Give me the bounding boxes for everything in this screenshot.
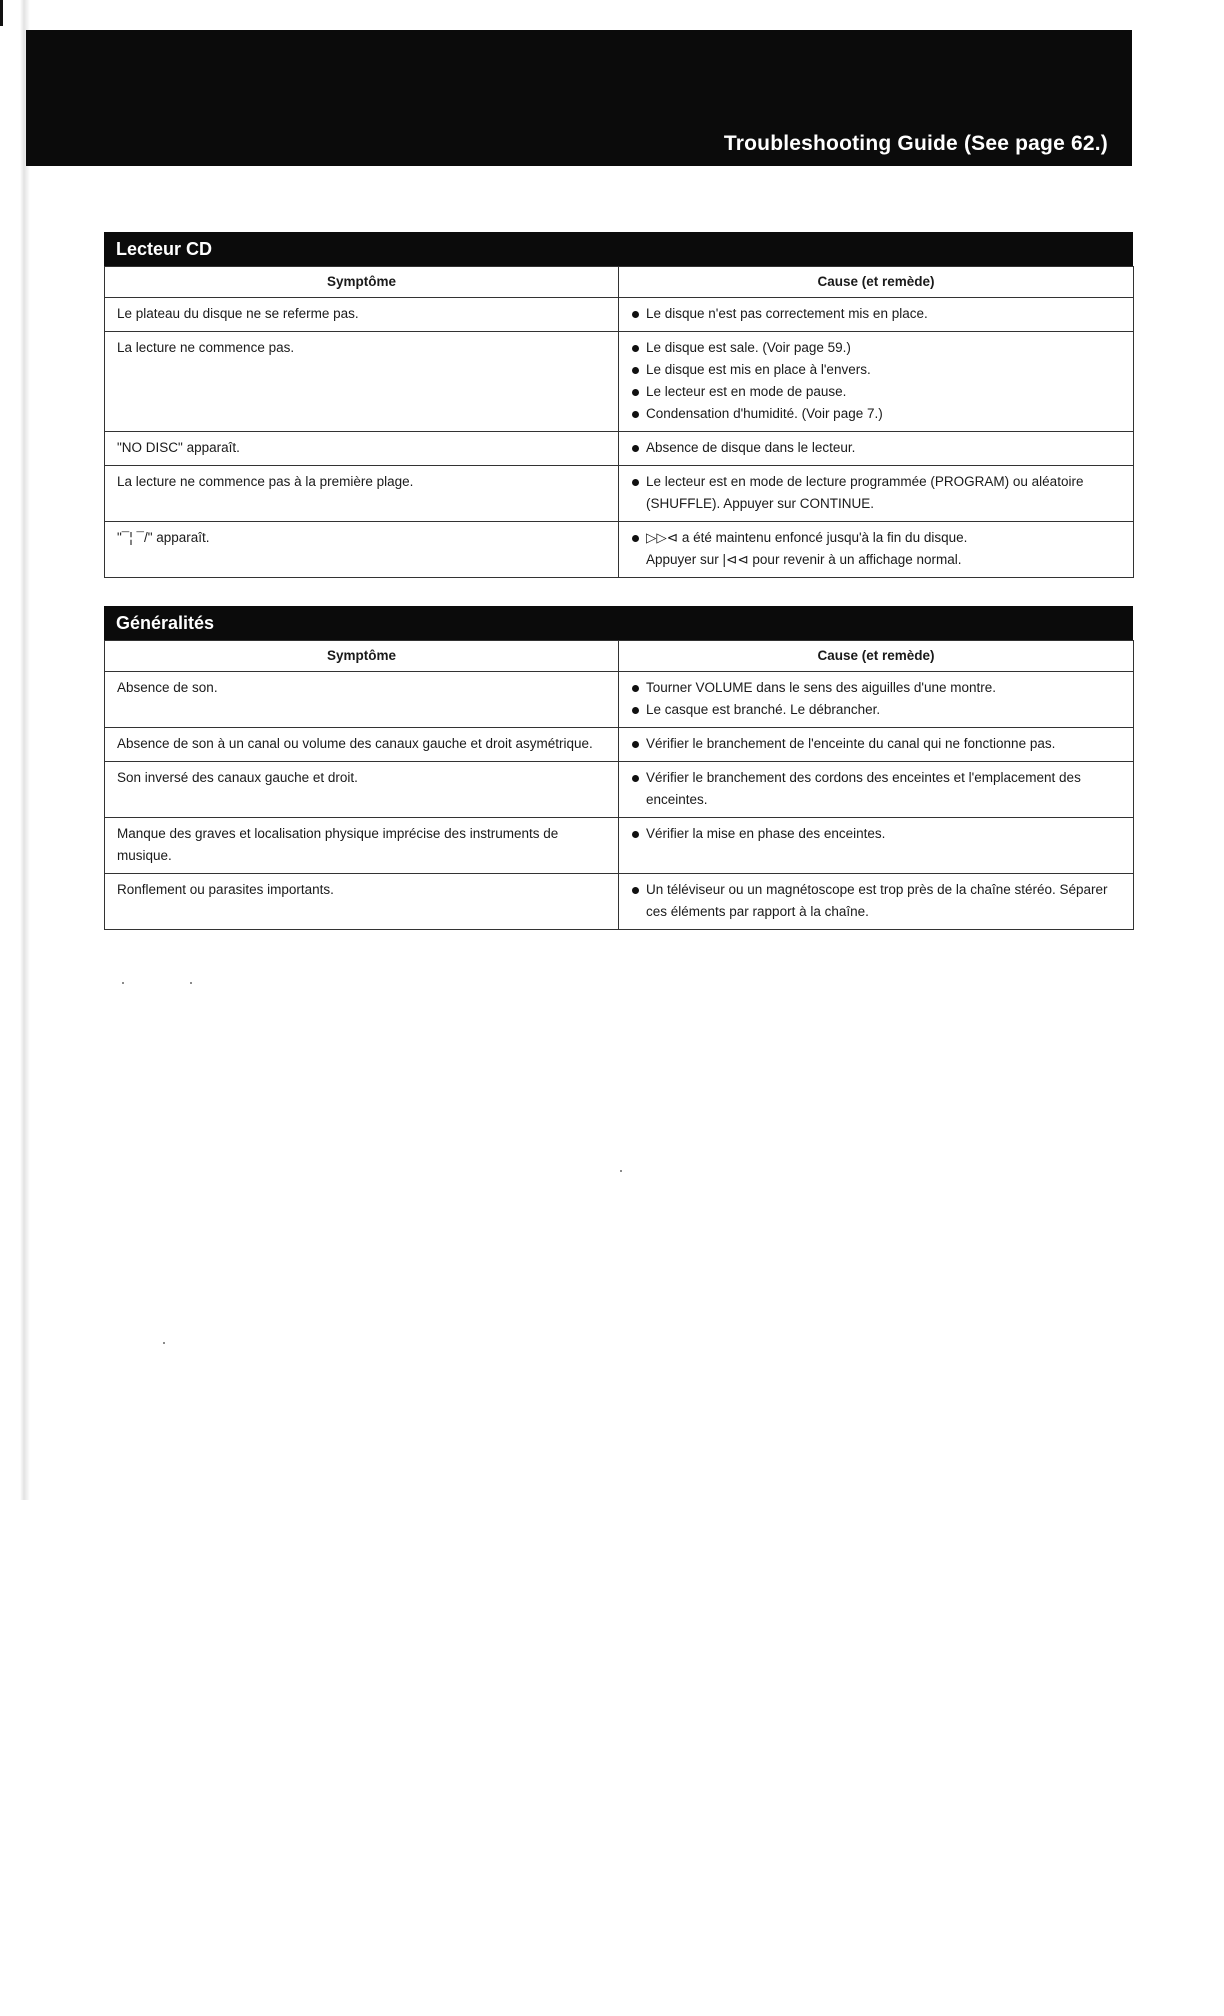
section-title: Lecteur CD bbox=[104, 232, 1133, 266]
cause-cell bbox=[619, 466, 1134, 522]
table-header-row bbox=[105, 267, 1134, 298]
symptom-cell: "¯¦ ¯/" apparaît. bbox=[105, 522, 619, 578]
cause-item bbox=[631, 527, 1121, 571]
troubleshooting-table bbox=[104, 266, 1134, 578]
scan-speck bbox=[190, 982, 192, 984]
page-title: Troubleshooting Guide (See page 62.) bbox=[723, 132, 1108, 155]
scan-tick bbox=[0, 0, 3, 26]
column-header-symptom: Symptôme bbox=[105, 641, 619, 672]
symptom-cell: Manque des graves et localisation physique imprécise des instruments de musique. bbox=[105, 818, 619, 874]
cause-cell bbox=[619, 522, 1134, 578]
cause-item: Le lecteur est en mode de pause. bbox=[631, 381, 1121, 403]
cause-cell bbox=[619, 298, 1134, 332]
table-row bbox=[105, 332, 1134, 432]
cause-cell bbox=[619, 762, 1134, 818]
cause-item: Vérifier la mise en phase des enceintes. bbox=[631, 823, 1121, 845]
symptom-cell: Ronflement ou parasites importants. bbox=[105, 874, 619, 930]
section-generalites bbox=[104, 606, 1133, 930]
column-header-cause: Cause (et remède) bbox=[619, 641, 1134, 672]
cause-cell bbox=[619, 432, 1134, 466]
symptom-cell: La lecture ne commence pas à la première plage. bbox=[105, 466, 619, 522]
symptom-cell: Absence de son à un canal ou volume des canaux gauche et droit asymétrique. bbox=[105, 728, 619, 762]
cause-item: Absence de disque dans le lecteur. bbox=[631, 437, 1121, 459]
section-lecteur-cd bbox=[104, 232, 1133, 578]
cause-cell bbox=[619, 818, 1134, 874]
table-row bbox=[105, 466, 1134, 522]
cause-item: Le disque est sale. (Voir page 59.) bbox=[631, 337, 1121, 359]
table-row bbox=[105, 432, 1134, 466]
column-header-cause: Cause (et remède) bbox=[619, 267, 1134, 298]
cause-item: Le disque est mis en place à l'envers. bbox=[631, 359, 1121, 381]
table-row bbox=[105, 874, 1134, 930]
section-title: Généralités bbox=[104, 606, 1133, 640]
cause-item: Un téléviseur ou un magnétoscope est trop près de la chaîne stéréo. Séparer ces éléments par rapport à la chaîne. bbox=[631, 879, 1121, 923]
cause-item: Vérifier le branchement de l'enceinte du canal qui ne fonctionne pas. bbox=[631, 733, 1121, 755]
symptom-cell: Le plateau du disque ne se referme pas. bbox=[105, 298, 619, 332]
symptom-cell: Son inversé des canaux gauche et droit. bbox=[105, 762, 619, 818]
table-row bbox=[105, 728, 1134, 762]
cause-item: Vérifier le branchement des cordons des enceintes et l'emplacement des enceintes. bbox=[631, 767, 1121, 811]
table-header-row bbox=[105, 641, 1134, 672]
cause-cell bbox=[619, 332, 1134, 432]
cause-cell bbox=[619, 874, 1134, 930]
cause-cell bbox=[619, 728, 1134, 762]
symptom-cell: La lecture ne commence pas. bbox=[105, 332, 619, 432]
table-row bbox=[105, 762, 1134, 818]
table-row bbox=[105, 818, 1134, 874]
symptom-cell: "NO DISC" apparaît. bbox=[105, 432, 619, 466]
cause-item: Le lecteur est en mode de lecture programmée (PROGRAM) ou aléatoire (SHUFFLE). Appuyer sur CONTINUE. bbox=[631, 471, 1121, 515]
scan-speck bbox=[122, 982, 124, 984]
cause-item: Tourner VOLUME dans le sens des aiguilles d'une montre. bbox=[631, 677, 1121, 699]
cause-item: Le casque est branché. Le débrancher. bbox=[631, 699, 1121, 721]
troubleshooting-table bbox=[104, 640, 1134, 930]
scan-edge bbox=[0, 0, 32, 1500]
table-row bbox=[105, 672, 1134, 728]
cause-text: ▷▷⊲ a été maintenu enfoncé jusqu'à la fin du disque. bbox=[646, 530, 968, 545]
scan-speck bbox=[620, 1170, 622, 1172]
scan-speck bbox=[163, 1342, 165, 1344]
header-band bbox=[26, 30, 1132, 166]
cause-item: Le disque n'est pas correctement mis en place. bbox=[631, 303, 1121, 325]
symptom-cell: Absence de son. bbox=[105, 672, 619, 728]
cause-continuation: Appuyer sur |⊲⊲ pour revenir à un affichage normal. bbox=[646, 552, 962, 567]
table-row bbox=[105, 298, 1134, 332]
cause-item: Condensation d'humidité. (Voir page 7.) bbox=[631, 403, 1121, 425]
cause-cell bbox=[619, 672, 1134, 728]
column-header-symptom: Symptôme bbox=[105, 267, 619, 298]
table-row bbox=[105, 522, 1134, 578]
